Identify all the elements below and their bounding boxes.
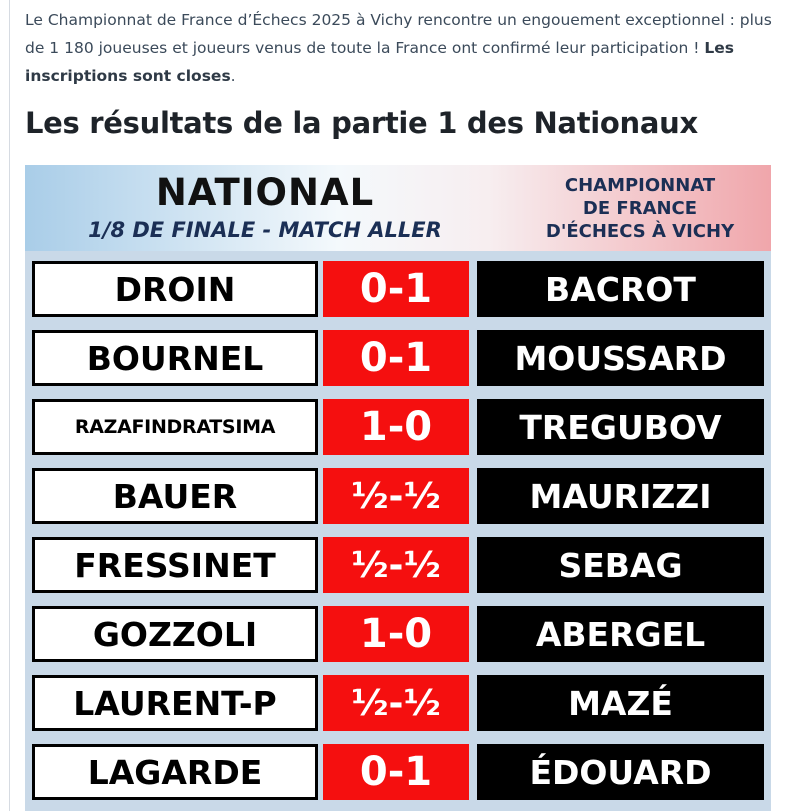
- banner-subtitle: 1/8 DE FINALE - MATCH ALLER: [88, 218, 442, 242]
- match-score: 1-0: [323, 399, 469, 455]
- match-row: [32, 399, 764, 455]
- right-player: MAURIZZI: [477, 468, 764, 524]
- match-score: 1-0: [323, 606, 469, 662]
- left-player: FRESSINET: [32, 537, 318, 593]
- match-row: [32, 261, 764, 317]
- match-row: [32, 330, 764, 386]
- match-score: 0-1: [323, 744, 469, 800]
- match-score: ½-½: [323, 468, 469, 524]
- match-score: 0-1: [323, 261, 469, 317]
- match-score: 0-1: [323, 330, 469, 386]
- right-player: MAZÉ: [477, 675, 764, 731]
- match-score: ½-½: [323, 537, 469, 593]
- match-row: [32, 606, 764, 662]
- left-player: RAZAFINDRATSIMA: [32, 399, 318, 455]
- left-player: GOZZOLI: [32, 606, 318, 662]
- left-player: DROIN: [32, 261, 318, 317]
- intro-bold-text: Les inscriptions sont closes: [25, 39, 735, 85]
- banner-event: [515, 174, 765, 243]
- right-player: TREGUBOV: [477, 399, 764, 455]
- left-player: BOURNEL: [32, 330, 318, 386]
- intro-paragraph: [25, 6, 786, 90]
- right-player: ABERGEL: [477, 606, 764, 662]
- banner-event-line-1: CHAMPIONNAT: [564, 175, 716, 196]
- banner-event-line-3: D'ÉCHECS À VICHY: [545, 221, 735, 242]
- match-row: [32, 468, 764, 524]
- graphic-banner: [25, 165, 771, 251]
- match-row: [32, 744, 764, 800]
- intro-end: .: [230, 67, 236, 85]
- right-player: SEBAG: [477, 537, 764, 593]
- match-row: [32, 537, 764, 593]
- results-heading: Les résultats de la partie 1 des Nationaux: [25, 106, 698, 140]
- left-player: LAGARDE: [32, 744, 318, 800]
- results-graphic: [25, 165, 771, 811]
- match-row: [32, 675, 764, 731]
- left-player: LAURENT-P: [32, 675, 318, 731]
- banner-event-line-2: DE FRANCE: [582, 198, 698, 219]
- content-left-border: [9, 0, 10, 811]
- left-player: BAUER: [32, 468, 318, 524]
- match-score: ½-½: [323, 675, 469, 731]
- banner-title: NATIONAL: [155, 171, 375, 214]
- intro-text: Le Championnat de France d’Échecs 2025 à Vichy rencontre un engouement exceptionnel : plus de 1 180 joueuses et joueurs venus de toute la France ont confirmé leur participation !: [25, 11, 772, 57]
- right-player: ÉDOUARD: [477, 744, 764, 800]
- right-player: BACROT: [477, 261, 764, 317]
- right-player: MOUSSARD: [477, 330, 764, 386]
